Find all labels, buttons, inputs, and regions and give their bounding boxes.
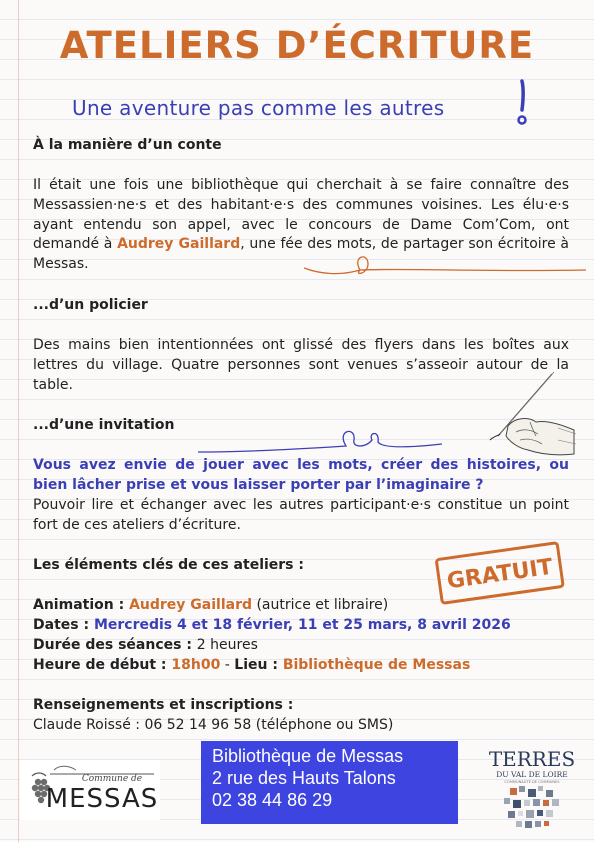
place-label: Lieu : — [234, 657, 283, 673]
animation-value: Audrey Gaillard — [129, 597, 252, 613]
separator: - — [220, 657, 235, 673]
start-value: 18h00 — [171, 657, 221, 673]
paragraph-text: , une fée des mots, de partager son écritoire à Messas. — [33, 236, 569, 273]
section-paragraph-invitation: Pouvoir lire et échanger avec les autres participant·e·s constitue un point fort de ces ateliers d’écriture. — [33, 497, 569, 533]
exclamation-mark-icon — [508, 78, 538, 128]
hand-writing-quill-icon — [470, 370, 580, 460]
start-label: Heure de début : — [33, 657, 172, 673]
animation-line — [33, 596, 569, 616]
address-box — [201, 741, 458, 824]
key-elements-heading: Les éléments clés de ces ateliers : — [33, 557, 304, 573]
terres-logo-name: TERRES — [488, 747, 576, 771]
dates-label: Dates : — [33, 617, 94, 633]
notebook-margin-line — [18, 0, 19, 842]
place-value: Bibliothèque de Messas — [282, 657, 471, 673]
terres-logo-small: COMMUNAUTÉ DE COMMUNES — [504, 780, 560, 784]
animation-note: (autrice et libraire) — [252, 597, 389, 613]
duration-label: Durée des séances : — [33, 637, 197, 653]
author-name-highlight: Audrey Gaillard — [117, 236, 241, 253]
stamp-label: GRATUIT — [445, 554, 555, 595]
contact-line: Claude Roissé : 06 52 14 96 58 (téléphone ou SMS) — [33, 717, 394, 733]
messas-logo — [20, 760, 160, 820]
address-line-3: 02 38 44 86 29 — [212, 790, 333, 810]
start-place-line — [33, 656, 569, 676]
terres-logo-sub: DU VAL DE LOIRE — [496, 770, 568, 779]
mosaic-squares-icon — [504, 786, 559, 828]
invitation-question: Vous avez envie de jouer avec les mots, créer des histoires, ou bien lâcher prise et vous laisser porter par l’imaginaire ? — [33, 457, 569, 493]
dates-line — [33, 616, 569, 636]
contact-heading: Renseignements et inscriptions : — [33, 697, 294, 713]
terres-logo — [486, 740, 578, 836]
duration-value: 2 heures — [196, 637, 258, 653]
paragraph-text: Il était une fois une bibliothèque qui cherchait à se faire connaître des Messassien·ne·s et des habitant·e·s des communes voisines. Les élu·e·s ayant entendu son appel, avec le concours de Dame Com’Com, ont demandé à — [33, 177, 569, 253]
address-line-2: 2 rue des Hauts Talons — [212, 768, 396, 788]
dates-value: Mercredis 4 et 18 février, 11 et 25 mars, 8 avril 2026 — [93, 617, 511, 633]
blue-scribble-line — [196, 418, 446, 458]
page-subtitle: Une aventure pas comme les autres — [72, 96, 445, 120]
animation-label: Animation : — [33, 597, 130, 613]
orange-scribble-line — [300, 250, 590, 290]
section-heading-policier: ...d’un policier — [33, 297, 148, 313]
messas-logo-name: MESSAS — [45, 784, 159, 814]
duration-line — [33, 636, 569, 656]
section-heading-invitation: ...d’une invitation — [33, 417, 175, 433]
section-heading-conte: À la manière d’un conte — [33, 137, 222, 153]
page-title: ATELIERS D’ÉCRITURE — [59, 24, 535, 67]
section-paragraph-policier: Des mains bien intentionnées ont glissé des flyers dans les boîtes aux lettres du village. Quatre personnes sont venues s’asseoir autour de la table. — [33, 337, 569, 393]
address-line-1: Bibliothèque de Messas — [212, 746, 404, 766]
messas-logo-top: Commune de — [81, 774, 143, 784]
